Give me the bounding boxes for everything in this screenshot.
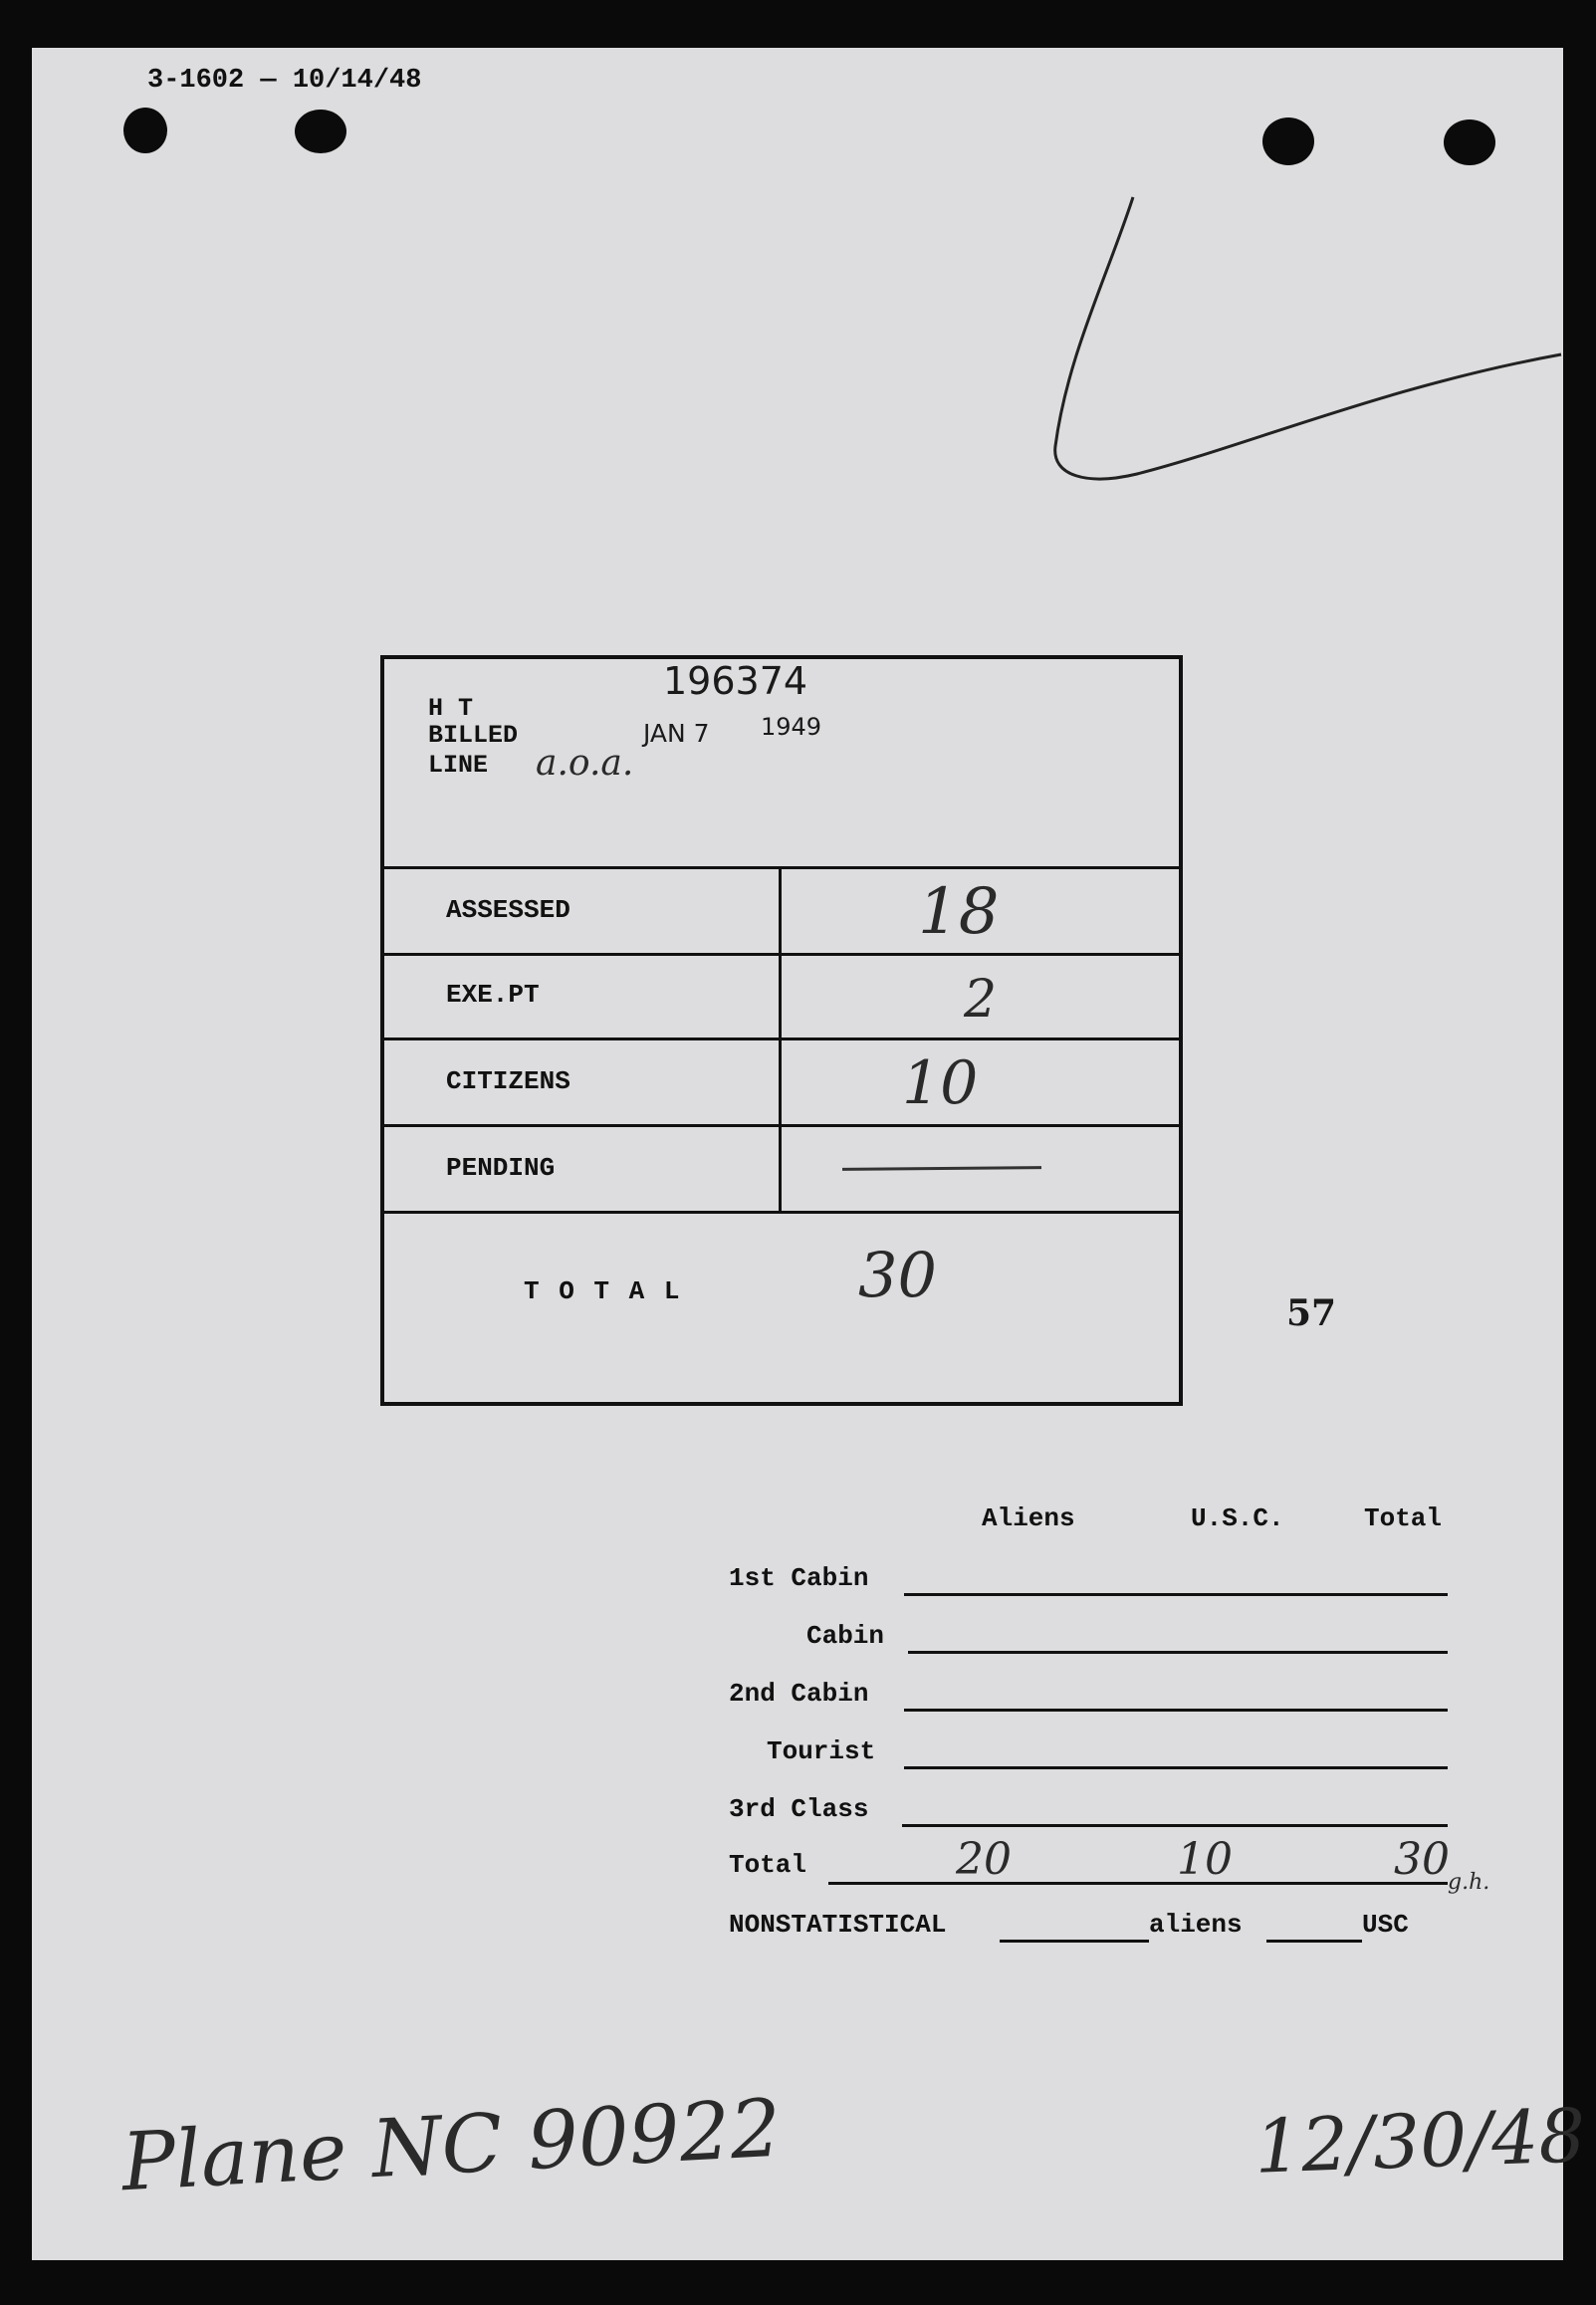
page-number: 57	[1286, 1292, 1337, 1334]
line-label: LINE	[428, 751, 489, 780]
column-header-aliens: Aliens	[982, 1503, 1075, 1533]
plane-note: Plane NC 90922	[119, 2081, 784, 2209]
row-label: 1st Cabin	[729, 1563, 869, 1593]
aliens-label: aliens	[1149, 1910, 1243, 1940]
entry-line	[1000, 1940, 1149, 1943]
usc-label: USC	[1362, 1910, 1409, 1940]
row-label: EXE.PT	[446, 980, 540, 1010]
row-label: Total	[729, 1850, 807, 1880]
nonstatistical-label: NONSTATISTICAL	[729, 1910, 947, 1940]
row-label: Cabin	[806, 1621, 885, 1651]
billed-label: BILLED	[428, 721, 519, 750]
billed-date: JAN 7	[643, 719, 710, 748]
row-label: 3rd Class	[729, 1794, 869, 1824]
column-header-total: Total	[1364, 1503, 1443, 1533]
check-mark-icon	[32, 48, 1563, 566]
total-usc: 10	[1177, 1834, 1233, 1885]
entry-line	[902, 1824, 1448, 1827]
row-label: Tourist	[767, 1736, 876, 1766]
row-value: 18	[918, 875, 1000, 949]
serial-number: 196374	[663, 659, 808, 703]
table-row	[384, 956, 1179, 1040]
table-row	[384, 1040, 1179, 1127]
entry-line	[828, 1882, 1448, 1885]
billed-year: 1949	[761, 713, 822, 741]
ht-label: H T	[428, 694, 474, 723]
row-label: ASSESSED	[446, 895, 570, 925]
row-label: 2nd Cabin	[729, 1679, 869, 1709]
total-label: T O T A L	[524, 1276, 682, 1306]
document-page	[32, 48, 1587, 2260]
row-value: 10	[902, 1048, 979, 1118]
table-row	[384, 869, 1179, 956]
entry-line	[904, 1766, 1448, 1769]
entry-line	[908, 1651, 1448, 1654]
total-aliens: 20	[956, 1834, 1012, 1885]
line-value: a.o.a.	[536, 743, 634, 784]
entry-line	[904, 1709, 1448, 1712]
stamp-box	[380, 655, 1183, 1406]
row-label: PENDING	[446, 1153, 556, 1183]
pending-dash	[842, 1166, 1041, 1171]
column-header-usc: U.S.C.	[1191, 1503, 1284, 1533]
initials: g.h.	[1448, 1870, 1490, 1895]
total-value: 30	[858, 1239, 937, 1311]
table-row	[384, 1127, 1179, 1214]
total-total: 30	[1394, 1834, 1450, 1885]
entry-line	[904, 1593, 1448, 1596]
date-note: 12/30/48	[1253, 2093, 1587, 2190]
row-value: 2	[964, 970, 998, 1030]
row-label: CITIZENS	[446, 1066, 570, 1096]
form-number: 3-1602 — 10/14/48	[147, 66, 422, 96]
entry-line	[1266, 1940, 1362, 1943]
